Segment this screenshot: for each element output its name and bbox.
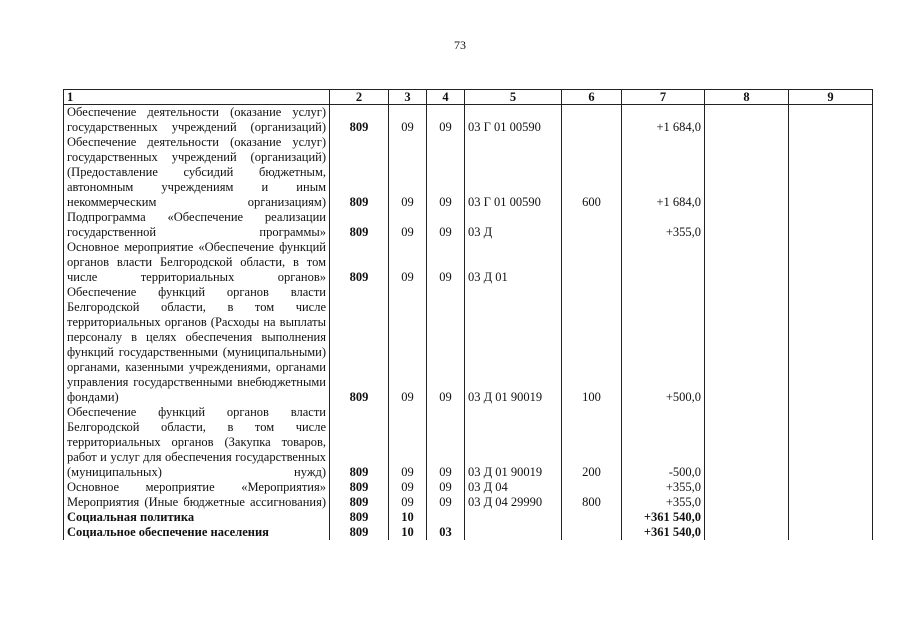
row-expense-type [562,105,622,136]
row-amount: +355,0 [622,480,705,495]
row-empty-cell [789,405,873,480]
column-header: 8 [705,90,789,105]
row-empty-cell [789,510,873,525]
row-amount: +355,0 [622,210,705,240]
column-header: 7 [622,90,705,105]
row-empty-cell [705,240,789,285]
table-row [64,525,873,540]
row-target-article: 03 Д 04 29990 [465,495,562,510]
row-target-article: 03 Г 01 00590 [465,105,562,136]
table-row [64,495,873,510]
row-empty-cell [705,210,789,240]
table-row [64,480,873,495]
row-expense-type: 800 [562,495,622,510]
row-amount: +1 684,0 [622,105,705,136]
row-expense-type: 200 [562,405,622,480]
table-row [64,405,873,480]
column-header: 2 [330,90,389,105]
row-section-code: 09 [389,285,427,405]
row-subsection-code: 09 [427,240,465,285]
row-ministry-code: 809 [330,510,389,525]
row-empty-cell [789,525,873,540]
table-body [64,105,873,541]
row-subsection-code: 09 [427,135,465,210]
row-ministry-code: 809 [330,480,389,495]
row-ministry-code: 809 [330,285,389,405]
row-section-code: 10 [389,510,427,525]
row-target-article: 03 Д [465,210,562,240]
row-section-code: 09 [389,495,427,510]
row-expense-type [562,210,622,240]
table-row [64,240,873,285]
row-empty-cell [705,480,789,495]
row-section-code: 09 [389,135,427,210]
row-expense-type [562,480,622,495]
row-subsection-code: 03 [427,525,465,540]
page-number: 73 [454,38,466,52]
row-amount: +361 540,0 [622,510,705,525]
row-subsection-code: 09 [427,210,465,240]
row-ministry-code: 809 [330,135,389,210]
row-expense-type [562,510,622,525]
row-empty-cell [705,105,789,136]
row-expense-type: 600 [562,135,622,210]
row-expense-type [562,525,622,540]
column-header: 9 [789,90,873,105]
row-ministry-code: 809 [330,405,389,480]
row-empty-cell [789,495,873,510]
row-target-article: 03 Г 01 00590 [465,135,562,210]
row-ministry-code: 809 [330,525,389,540]
row-description: Обеспечение функций органов власти Белгородской области, в том числе территориальных органов (Расходы на выплаты персоналу в целях обеспечения выполнения функций государственными (муниципальными) органами, казенными учреждениями, органами управления государственными внебюджетными фондами) [64,285,330,405]
row-subsection-code: 09 [427,285,465,405]
row-expense-type: 100 [562,285,622,405]
row-empty-cell [705,405,789,480]
row-empty-cell [705,285,789,405]
row-empty-cell [789,105,873,136]
row-description: Подпрограмма «Обеспечение реализации государственной программы» [64,210,330,240]
row-section-code: 09 [389,480,427,495]
row-empty-cell [789,480,873,495]
row-target-article: 03 Д 04 [465,480,562,495]
row-amount: +361 540,0 [622,525,705,540]
row-subsection-code: 09 [427,405,465,480]
budget-table [63,89,873,540]
table-row [64,285,873,405]
table-row [64,105,873,136]
row-section-code: 09 [389,405,427,480]
row-target-article: 03 Д 01 [465,240,562,285]
row-section-code: 09 [389,210,427,240]
table-row [64,210,873,240]
row-section-code: 10 [389,525,427,540]
table-header-row [64,90,873,105]
row-ministry-code: 809 [330,240,389,285]
row-description: Социальная политика [64,510,330,525]
row-empty-cell [789,135,873,210]
row-section-code: 09 [389,240,427,285]
row-description: Основное мероприятие «Мероприятия» [64,480,330,495]
row-subsection-code: 09 [427,495,465,510]
column-header: 4 [427,90,465,105]
row-empty-cell [789,285,873,405]
row-target-article [465,510,562,525]
column-header: 3 [389,90,427,105]
row-amount [622,240,705,285]
row-amount: +355,0 [622,495,705,510]
row-subsection-code: 09 [427,105,465,136]
row-empty-cell [705,495,789,510]
table-row [64,135,873,210]
row-target-article: 03 Д 01 90019 [465,405,562,480]
row-expense-type [562,240,622,285]
row-amount: +500,0 [622,285,705,405]
column-header: 1 [64,90,330,105]
row-description: Обеспечение деятельности (оказание услуг) государственных учреждений (организаций) (Предоставление субсидий бюджетным, автономным учреждениям и иным некоммерческим организациям) [64,135,330,210]
row-description: Социальное обеспечение населения [64,525,330,540]
row-description: Основное мероприятие «Обеспечение функций органов власти Белгородской области, в том числе территориальных органов» [64,240,330,285]
row-description: Обеспечение функций органов власти Белгородской области, в том числе территориальных органов (Закупка товаров, работ и услуг для обеспечения государственных (муниципальных) нужд) [64,405,330,480]
row-empty-cell [789,240,873,285]
row-subsection-code [427,510,465,525]
row-subsection-code: 09 [427,480,465,495]
table-row [64,510,873,525]
column-header: 5 [465,90,562,105]
row-section-code: 09 [389,105,427,136]
row-ministry-code: 809 [330,495,389,510]
row-description: Мероприятия (Иные бюджетные ассигнования) [64,495,330,510]
row-empty-cell [705,135,789,210]
column-header: 6 [562,90,622,105]
row-ministry-code: 809 [330,105,389,136]
row-ministry-code: 809 [330,210,389,240]
row-description: Обеспечение деятельности (оказание услуг) государственных учреждений (организаций) [64,105,330,136]
row-amount: +1 684,0 [622,135,705,210]
row-target-article [465,525,562,540]
row-target-article: 03 Д 01 90019 [465,285,562,405]
row-empty-cell [705,510,789,525]
row-empty-cell [789,210,873,240]
row-empty-cell [705,525,789,540]
row-amount: -500,0 [622,405,705,480]
